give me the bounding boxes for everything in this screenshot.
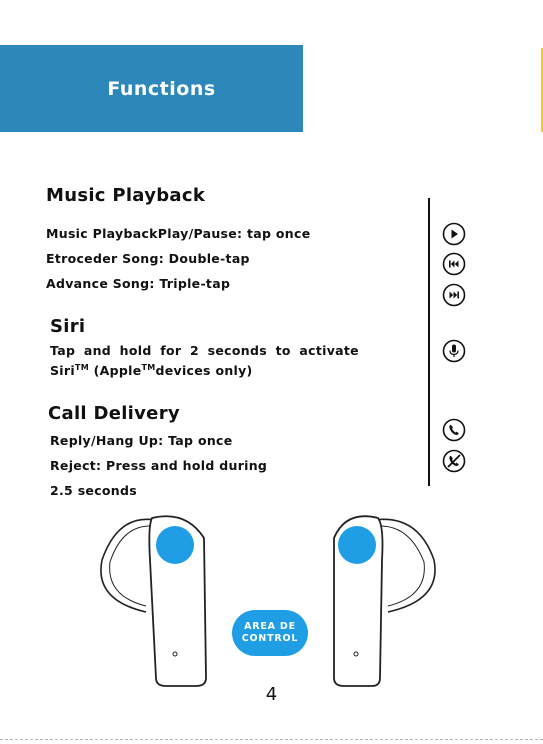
next-track-icon <box>442 283 466 307</box>
earbuds-illustration <box>0 500 543 690</box>
trademark-mark: TM <box>74 363 89 372</box>
phone-icon <box>442 418 466 442</box>
call-line-duration: 2.5 seconds <box>50 483 137 498</box>
left-control-area <box>156 526 194 564</box>
trademark-mark: TM <box>141 363 156 372</box>
call-line-answer: Reply/Hang Up: Tap once <box>50 433 233 448</box>
apple-word: (Apple <box>88 363 142 379</box>
page-number: 4 <box>265 684 278 705</box>
siri-description <box>50 342 390 379</box>
music-line-previous: Etroceder Song: Double-tap <box>46 251 250 266</box>
bottom-dashed-border <box>0 739 543 740</box>
control-area-badge <box>232 610 308 656</box>
page-title: Functions <box>107 77 216 100</box>
call-line-reject: Reject: Press and hold during <box>50 458 268 473</box>
siri-word: Siri <box>50 363 75 379</box>
phone-reject-icon <box>442 449 466 473</box>
music-line-play-pause: Music PlaybackPlay/Pause: tap once <box>46 226 311 241</box>
badge-line-2: CONTROL <box>241 633 299 644</box>
siri-section-title: Siri <box>50 316 86 337</box>
divider-line <box>428 198 430 486</box>
music-line-next: Advance Song: Triple-tap <box>46 276 231 291</box>
previous-track-icon <box>442 252 466 276</box>
music-section-title: Music Playback <box>46 185 206 206</box>
call-section-title: Call Delivery <box>48 403 180 424</box>
siri-line-1: Tap and hold for 2 seconds to activate <box>50 343 359 358</box>
badge-line-1: AREA DE <box>244 621 296 632</box>
right-control-area <box>338 526 376 564</box>
header-band <box>0 45 303 132</box>
siri-line-2 <box>50 359 390 379</box>
devices-only-text: devices only) <box>155 363 253 379</box>
microphone-icon <box>442 339 466 363</box>
play-icon <box>442 222 466 246</box>
